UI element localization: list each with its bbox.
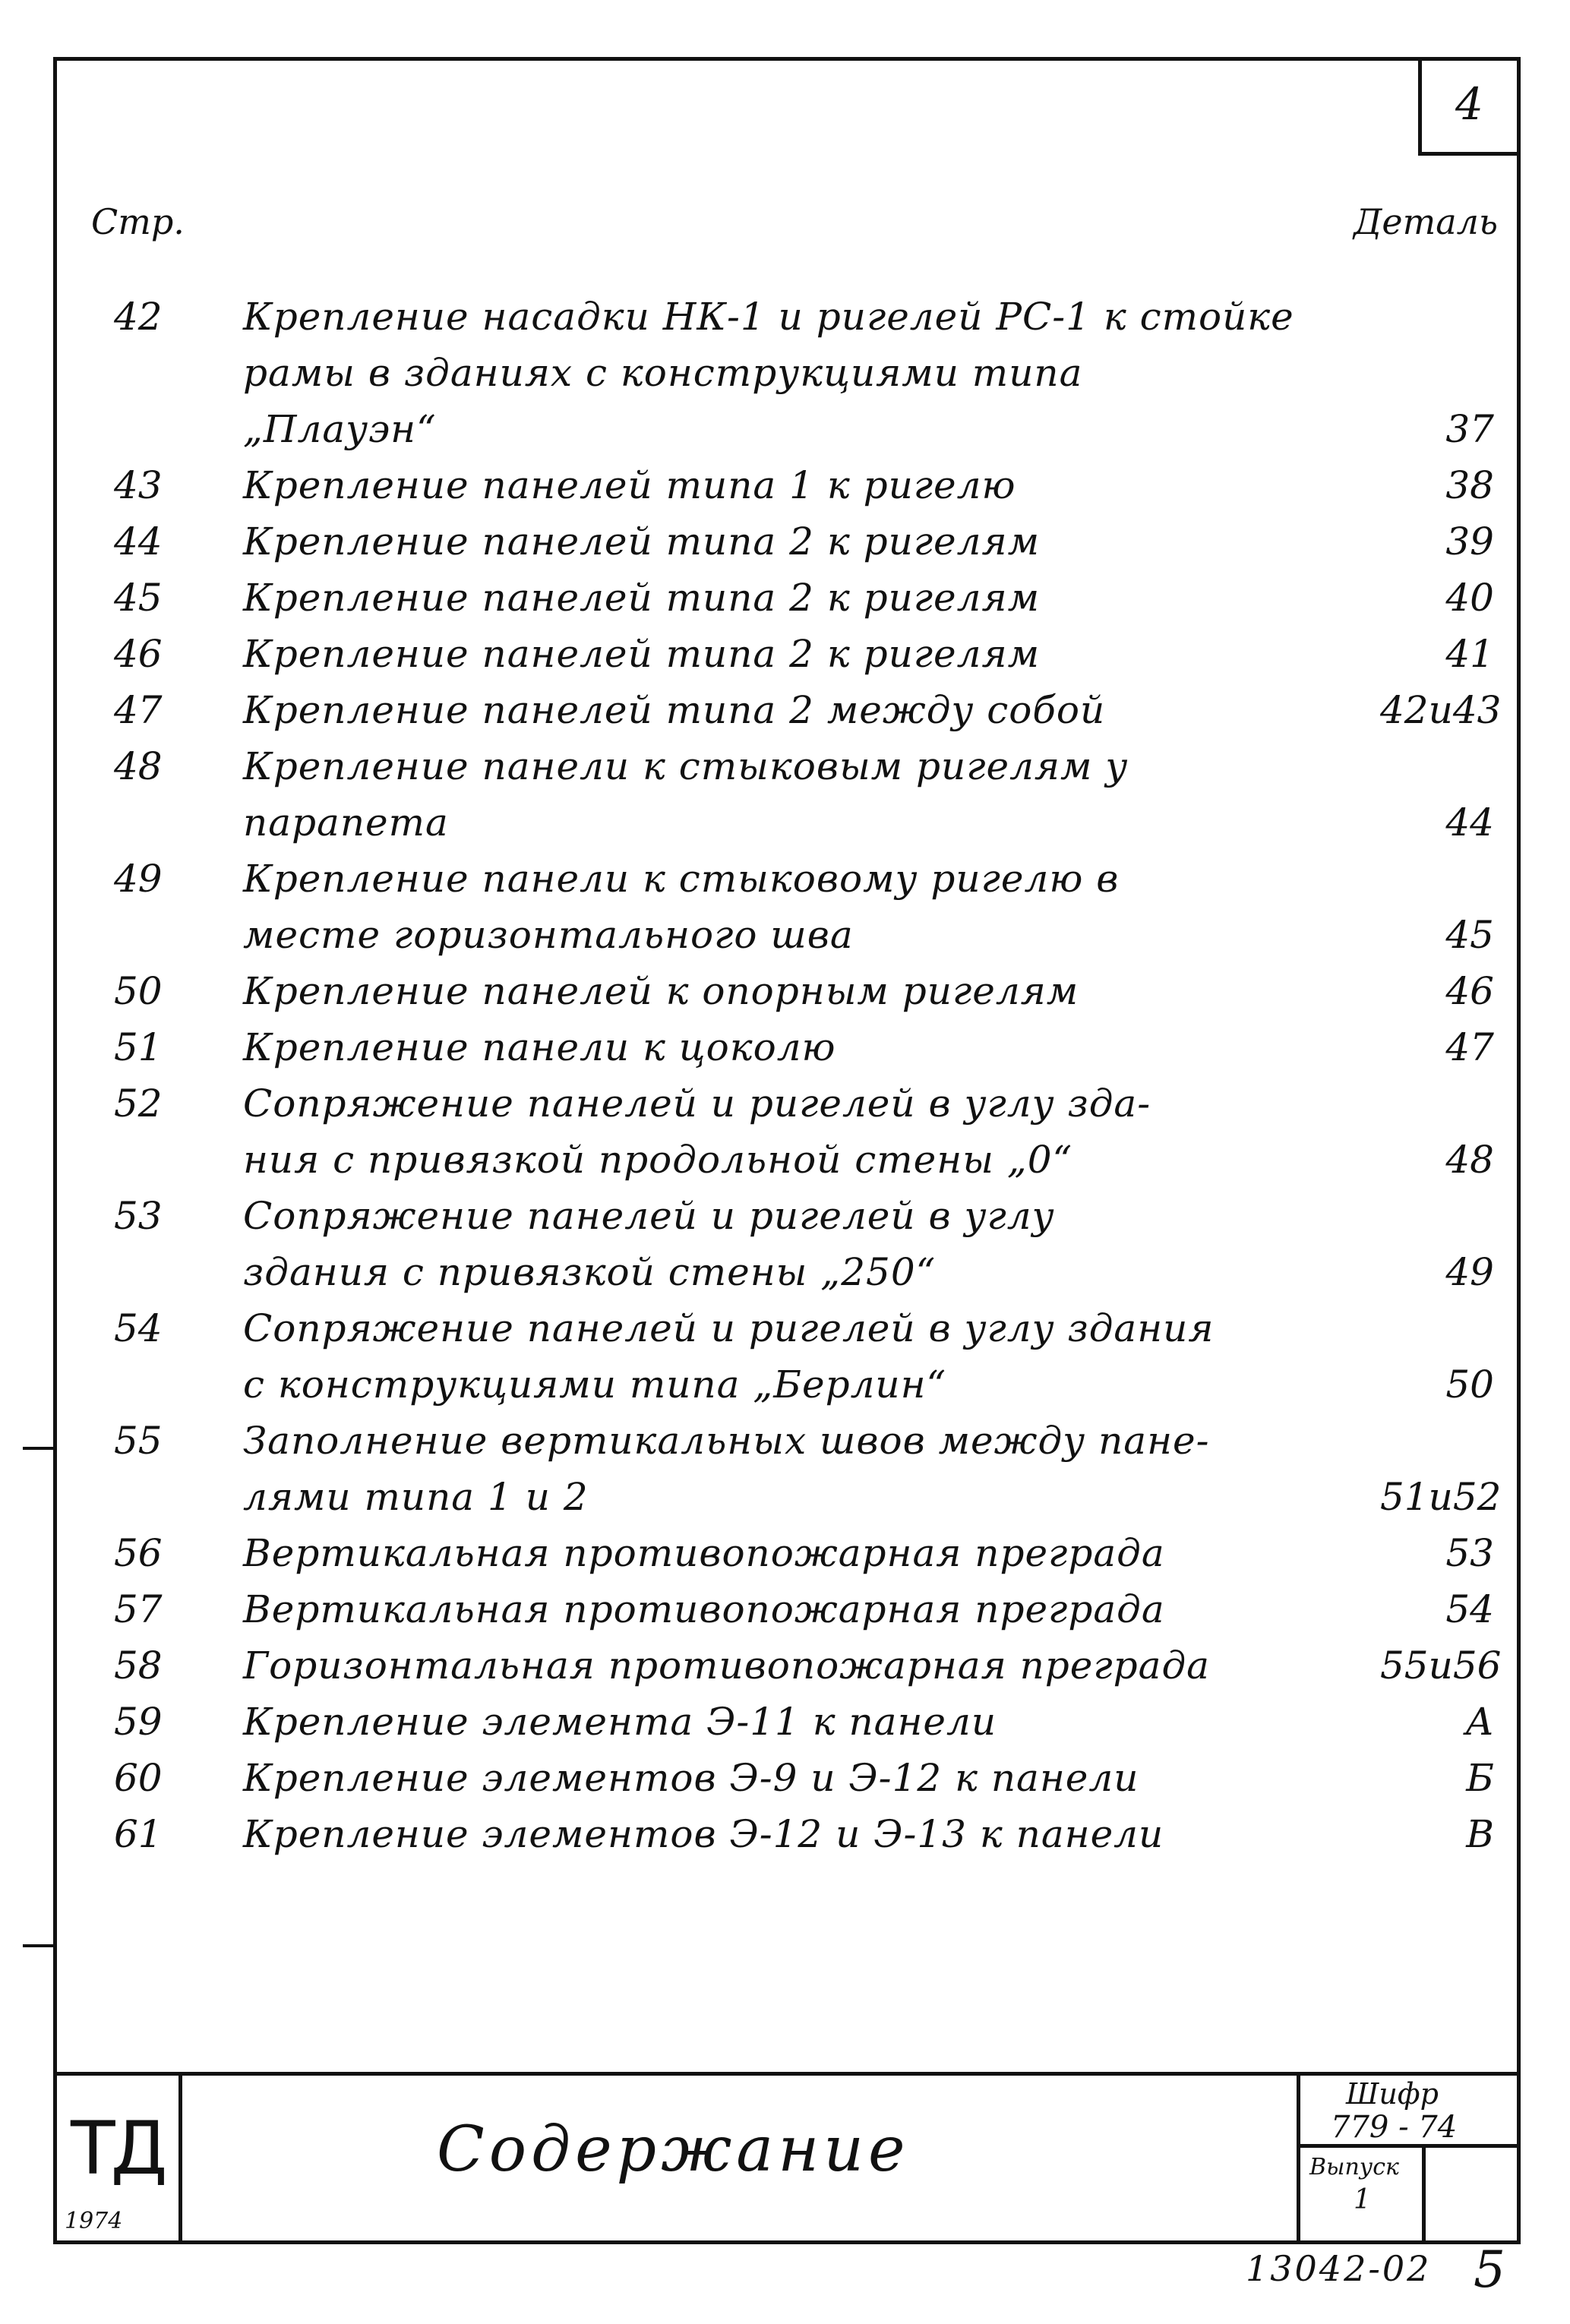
toc-entry-text: Крепление элементов Э-12 и Э-13 к панели: [243, 1812, 1164, 1856]
toc-row: [57, 570, 1517, 626]
toc-detail-number: 41: [1445, 632, 1494, 676]
toc-row: [57, 1188, 1517, 1244]
toc-page-number: 43: [114, 463, 163, 507]
toc-page-number: 45: [114, 576, 163, 620]
toc-page-number: 48: [114, 744, 163, 788]
toc-row: [57, 682, 1517, 738]
cipher-value: 779 - 74: [1331, 2110, 1458, 2145]
toc-detail-number: 47: [1445, 1025, 1494, 1069]
margin-tick: [23, 1447, 53, 1450]
toc-detail-number: 55и56: [1380, 1644, 1502, 1688]
toc-entry-text: Крепление панели к цоколю: [243, 1025, 836, 1069]
toc-detail-number: 46: [1445, 969, 1494, 1013]
toc-page-number: 51: [114, 1025, 163, 1069]
toc-page-number: 60: [114, 1756, 163, 1800]
toc-row: [57, 1694, 1517, 1750]
inventory-number: 13042-02: [1246, 2248, 1432, 2289]
toc-detail-number: 48: [1445, 1138, 1494, 1182]
toc-row: [57, 1132, 1517, 1188]
toc-row: [57, 513, 1517, 570]
toc-row: [57, 289, 1517, 345]
toc-entry-text: Крепление панелей типа 2 к ригелям: [243, 632, 1041, 676]
toc-entry-text: здания с привязкой стены „250“: [243, 1250, 937, 1294]
toc-entry-text: Крепление панелей типа 2 между собой: [243, 688, 1106, 732]
toc-entry-text: Крепление насадки НК-1 и ригелей РС-1 к стойке: [243, 295, 1294, 339]
toc-row: [57, 1300, 1517, 1356]
toc-page-number: 55: [114, 1419, 163, 1463]
toc-entry-text: Вертикальная противопожарная преграда: [243, 1587, 1165, 1631]
toc-detail-number: 38: [1445, 463, 1494, 507]
toc-page-number: 49: [114, 857, 163, 901]
toc-page-number: 47: [114, 688, 163, 732]
toc-row: [57, 1806, 1517, 1862]
toc-row: [57, 1244, 1517, 1300]
toc-entry-text: рамы в зданиях с конструкциями типа: [243, 351, 1083, 395]
toc-row: [57, 1637, 1517, 1694]
toc-entry-text: Крепление панелей типа 2 к ригелям: [243, 519, 1041, 564]
toc-row: [57, 1356, 1517, 1413]
toc-row: [57, 401, 1517, 457]
toc-row: [57, 1075, 1517, 1132]
toc-detail-number: 49: [1445, 1250, 1494, 1294]
column-header-page: Стр.: [91, 201, 185, 242]
toc-entry-text: „Плауэн“: [243, 407, 437, 451]
toc-row: [57, 907, 1517, 963]
toc-row: [57, 1750, 1517, 1806]
issue-value: 1: [1354, 2184, 1371, 2215]
toc-row: [57, 851, 1517, 907]
toc-row: [57, 457, 1517, 513]
toc-entry-text: Крепление панели к стыковым ригелям у: [243, 744, 1129, 788]
toc-entry-text: с конструкциями типа „Берлин“: [243, 1363, 947, 1407]
toc-page-number: 59: [114, 1700, 163, 1744]
toc-entry-text: Сопряжение панелей и ригелей в углу: [243, 1194, 1055, 1238]
drawing-frame: [53, 57, 1521, 2244]
toc-row: [57, 1469, 1517, 1525]
toc-detail-number: 37: [1445, 407, 1494, 451]
toc-detail-number: 50: [1445, 1363, 1494, 1407]
toc-page-number: 54: [114, 1306, 163, 1350]
toc-detail-number: 39: [1445, 519, 1494, 564]
toc-row: [57, 345, 1517, 401]
toc-detail-number: 54: [1445, 1587, 1494, 1631]
table-of-contents: [57, 289, 1517, 1862]
toc-row: [57, 794, 1517, 851]
toc-entry-text: парапета: [243, 800, 449, 845]
toc-row: [57, 1581, 1517, 1637]
toc-page-number: 50: [114, 969, 163, 1013]
publisher-logo: [57, 2076, 182, 2240]
toc-entry-text: Крепление панелей к опорным ригелям: [243, 969, 1079, 1013]
toc-detail-number: 53: [1445, 1531, 1494, 1575]
issue-cell: [1300, 2148, 1426, 2244]
toc-entry-text: Крепление панелей типа 1 к ригелю: [243, 463, 1016, 507]
toc-detail-number: 42и43: [1380, 688, 1502, 732]
cipher-label: Шифр: [1346, 2077, 1439, 2111]
toc-detail-number: 40: [1445, 576, 1494, 620]
toc-detail-number: 51и52: [1380, 1475, 1502, 1519]
toc-page-number: 53: [114, 1194, 163, 1238]
toc-page-number: 61: [114, 1812, 163, 1856]
toc-entry-text: Крепление элемента Э-11 к панели: [243, 1700, 997, 1744]
toc-detail-number: 45: [1445, 913, 1494, 957]
toc-entry-text: Крепление элементов Э-9 и Э-12 к панели: [243, 1756, 1139, 1800]
cipher-block: [1297, 2076, 1517, 2240]
toc-entry-text: месте горизонтального шва: [243, 913, 854, 957]
toc-entry-text: Крепление панели к стыковому ригелю в: [243, 857, 1120, 901]
logo-year: 1974: [65, 2208, 123, 2234]
toc-row: [57, 626, 1517, 682]
document-title: Содержание: [437, 2114, 910, 2186]
toc-entry-text: Сопряжение панелей и ригелей в углу здания: [243, 1306, 1215, 1350]
toc-page-number: 56: [114, 1531, 163, 1575]
cipher-cell: [1300, 2076, 1517, 2148]
toc-row: [57, 963, 1517, 1019]
toc-entry-text: Горизонтальная противопожарная преграда: [243, 1644, 1210, 1688]
toc-entry-text: Крепление панелей типа 2 к ригелям: [243, 576, 1041, 620]
toc-entry-text: ния с привязкой продольной стены „0“: [243, 1138, 1073, 1182]
issue-label: Выпуск: [1309, 2154, 1399, 2180]
toc-page-number: 52: [114, 1081, 163, 1126]
toc-page-number: 44: [114, 519, 163, 564]
toc-row: [57, 1019, 1517, 1075]
toc-detail-number: 44: [1445, 800, 1494, 845]
toc-entry-text: Вертикальная противопожарная преграда: [243, 1531, 1165, 1575]
toc-page-number: 58: [114, 1644, 163, 1688]
toc-detail-number: В: [1466, 1812, 1494, 1856]
logo-mark: ТД: [71, 2106, 163, 2191]
toc-row: [57, 1525, 1517, 1581]
title-block: [57, 2072, 1517, 2240]
toc-page-number: 57: [114, 1587, 163, 1631]
toc-entry-text: лями типа 1 и 2: [243, 1475, 589, 1519]
toc-page-number: 46: [114, 632, 163, 676]
toc-row: [57, 1413, 1517, 1469]
toc-entry-text: Сопряжение панелей и ригелей в углу зда-: [243, 1081, 1151, 1126]
page-number: 5: [1474, 2240, 1505, 2299]
toc-row: [57, 738, 1517, 794]
margin-tick: [23, 1944, 53, 1947]
column-header-detail: Деталь: [1354, 201, 1498, 242]
toc-page-number: 42: [114, 295, 163, 339]
toc-detail-number: А: [1465, 1700, 1494, 1744]
toc-detail-number: Б: [1466, 1756, 1494, 1800]
sheet-number: 4: [1418, 61, 1517, 156]
toc-entry-text: Заполнение вертикальных швов между пане-: [243, 1419, 1210, 1463]
